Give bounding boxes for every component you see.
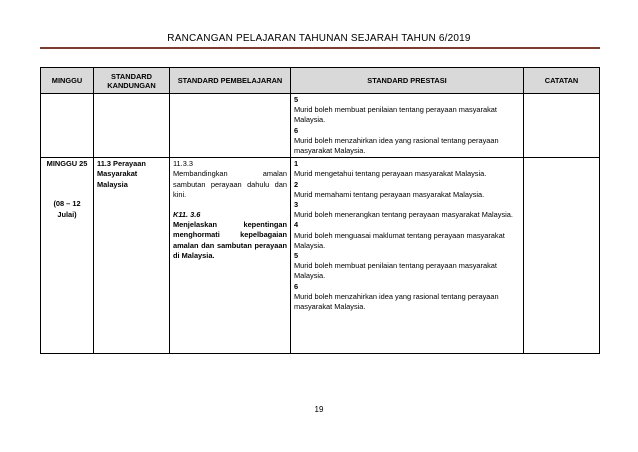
pembelajaran-text: Membandingkan amalan sambutan perayaan dahulu dan kini. bbox=[173, 169, 287, 199]
prestasi-level: 6 bbox=[294, 125, 299, 135]
prestasi-text: Murid mengetahui tentang perayaan masyarakat Malaysia. bbox=[294, 169, 487, 179]
prestasi-level: 4 bbox=[294, 220, 299, 230]
column-header-catatan: CATATAN bbox=[524, 68, 600, 94]
week-date: (08 – 12 Julai) bbox=[53, 199, 81, 219]
prestasi-text: Murid boleh menzahirkan idea yang rasional tentang perayaan masyarakat Malaysia. bbox=[294, 135, 499, 156]
week-cell bbox=[41, 94, 94, 158]
page-number: 19 bbox=[314, 405, 324, 414]
header-divider bbox=[40, 47, 600, 49]
prestasi-level: 1 bbox=[294, 159, 299, 169]
prestasi-level: 2 bbox=[294, 179, 299, 189]
kandungan-text: 11.3 Perayaan Masyarakat Malaysia bbox=[97, 159, 146, 189]
prestasi-text: Murid boleh menerangkan tentang perayaan masyarakat Malaysia. bbox=[294, 210, 513, 220]
prestasi-level: 5 bbox=[294, 251, 299, 261]
document-title: RANCANGAN PELAJARAN TAHUNAN SEJARAH TAHUN 6/2019 bbox=[167, 33, 471, 44]
pembelajaran-cell bbox=[170, 158, 291, 354]
kandungan-cell bbox=[94, 158, 170, 354]
prestasi-text: Murid memahami tentang perayaan masyarakat Malaysia. bbox=[294, 189, 485, 199]
catatan-cell bbox=[524, 94, 600, 158]
pembelajaran-cell bbox=[170, 94, 291, 158]
k-text: Menjelaskan kepentingan menghormati kepelbagaian amalan dan sambutan perayaan di Malaysia. bbox=[173, 220, 287, 260]
lesson-plan-table bbox=[40, 67, 600, 354]
prestasi-text: Murid boleh membuat penilaian tentang perayaan masyarakat Malaysia. bbox=[294, 261, 497, 281]
prestasi-text: Murid boleh membuat penilaian tentang perayaan masyarakat Malaysia. bbox=[294, 105, 497, 125]
k-code: K11. 3.6 bbox=[173, 210, 201, 220]
kandungan-cell bbox=[94, 94, 170, 158]
prestasi-text: Murid boleh menguasai maklumat tentang perayaan masyarakat Malaysia. bbox=[294, 230, 505, 250]
column-header-minggu: MINGGU bbox=[41, 68, 94, 94]
catatan-cell bbox=[524, 158, 600, 354]
prestasi-level: 3 bbox=[294, 200, 299, 210]
column-header-kandungan: STANDARD KANDUNGAN bbox=[94, 68, 170, 94]
pembelajaran-code: 11.3.3 bbox=[173, 159, 193, 169]
week-label: MINGGU 25 bbox=[46, 159, 88, 169]
table-row bbox=[41, 158, 600, 354]
column-header-pembelajaran: STANDARD PEMBELAJARAN bbox=[170, 68, 291, 94]
prestasi-cell bbox=[291, 94, 524, 158]
week-cell bbox=[41, 158, 94, 354]
prestasi-text: Murid boleh menzahirkan idea yang rasional tentang perayaan masyarakat Malaysia. bbox=[294, 291, 499, 312]
prestasi-level: 6 bbox=[294, 281, 299, 291]
column-header-prestasi: STANDARD PRESTASI bbox=[291, 68, 524, 94]
prestasi-cell bbox=[291, 158, 524, 354]
prestasi-level: 5 bbox=[294, 95, 299, 104]
table-header-row bbox=[41, 68, 600, 94]
table-row bbox=[41, 94, 600, 158]
